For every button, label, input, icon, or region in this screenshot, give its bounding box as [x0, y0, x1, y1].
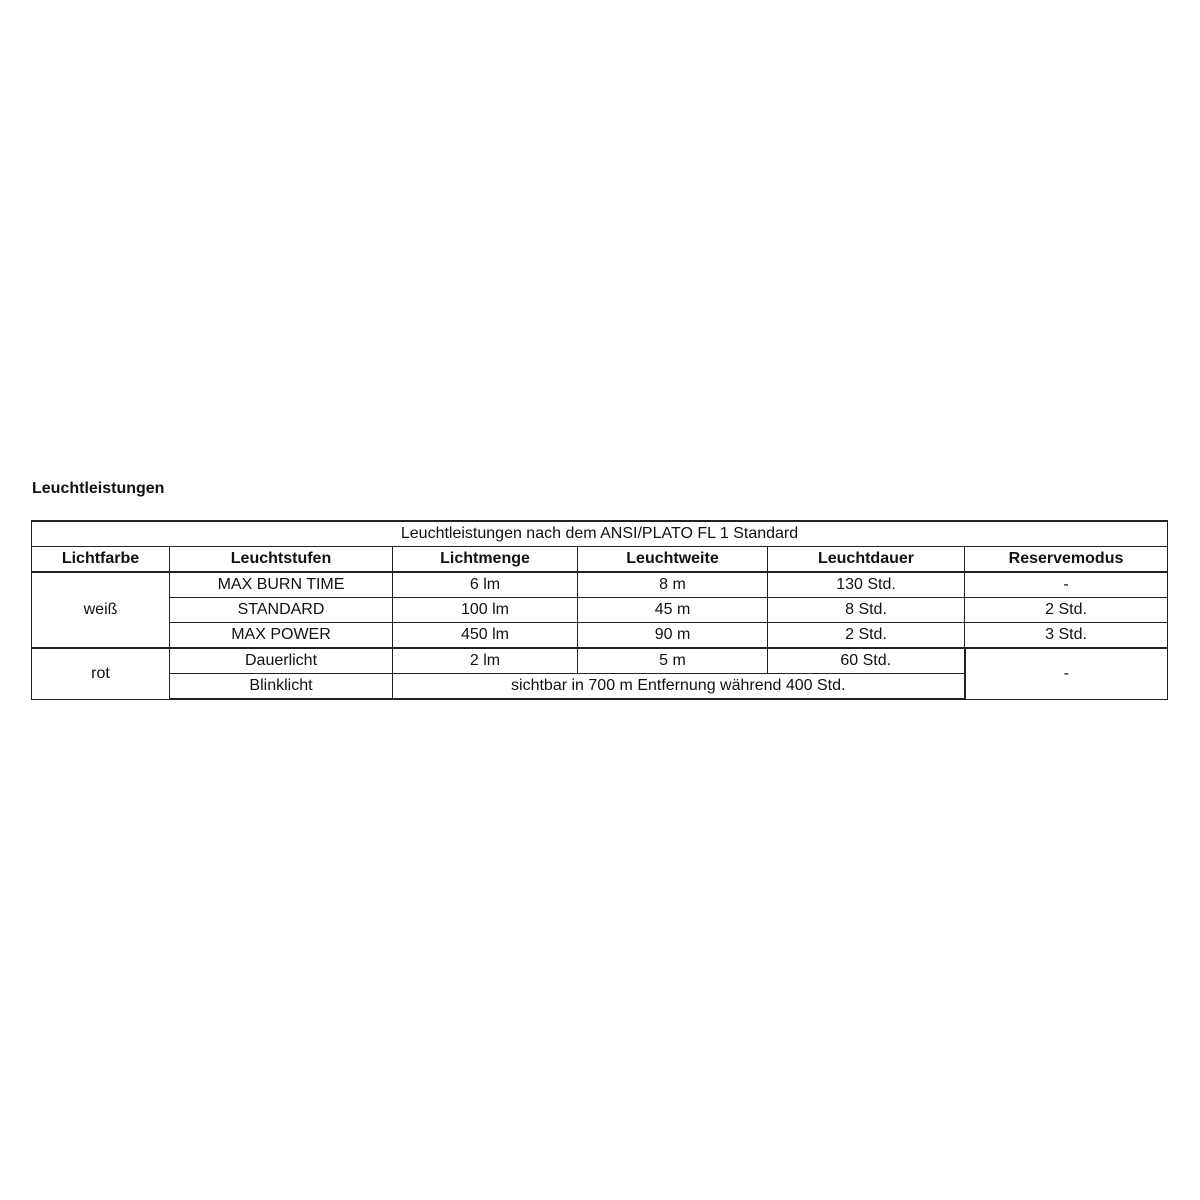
reserve-cell: - [965, 572, 1168, 598]
reserve-cell-red: - [965, 648, 1168, 699]
level-cell: MAX BURN TIME [170, 572, 393, 598]
level-cell: MAX POWER [170, 623, 393, 649]
table-caption-row [32, 521, 1168, 547]
table-row [32, 598, 1168, 623]
header-leuchtstufen: Leuchtstufen [170, 547, 393, 573]
range-cell: 90 m [578, 623, 768, 649]
color-cell-red: rot [32, 648, 170, 699]
duration-cell: 60 Std. [768, 648, 965, 674]
reserve-cell: 3 Std. [965, 623, 1168, 649]
level-cell: Dauerlicht [170, 648, 393, 674]
table-row [32, 648, 1168, 674]
duration-cell: 8 Std. [768, 598, 965, 623]
duration-cell: 130 Std. [768, 572, 965, 598]
lumen-cell: 450 lm [393, 623, 578, 649]
range-cell: 45 m [578, 598, 768, 623]
section-title: Leuchtleistungen [32, 480, 165, 497]
table-row [32, 623, 1168, 649]
lumen-cell: 100 lm [393, 598, 578, 623]
table-header-row [32, 547, 1168, 573]
header-lichtmenge: Lichtmenge [393, 547, 578, 573]
light-performance-table [31, 520, 1168, 700]
header-leuchtdauer: Leuchtdauer [768, 547, 965, 573]
range-cell: 5 m [578, 648, 768, 674]
level-cell: Blinklicht [170, 674, 393, 700]
range-cell: 8 m [578, 572, 768, 598]
color-cell-white: weiß [32, 572, 170, 648]
lumen-cell: 2 lm [393, 648, 578, 674]
table-row [32, 572, 1168, 598]
header-lichtfarbe: Lichtfarbe [32, 547, 170, 573]
lumen-cell: 6 lm [393, 572, 578, 598]
duration-cell: 2 Std. [768, 623, 965, 649]
table-caption: Leuchtleistungen nach dem ANSI/PLATO FL 1 Standard [32, 521, 1168, 547]
reserve-cell: 2 Std. [965, 598, 1168, 623]
level-cell: STANDARD [170, 598, 393, 623]
header-leuchtweite: Leuchtweite [578, 547, 768, 573]
header-reservemodus: Reservemodus [965, 547, 1168, 573]
blink-note-cell: sichtbar in 700 m Entfernung während 400 Std. [393, 674, 965, 700]
